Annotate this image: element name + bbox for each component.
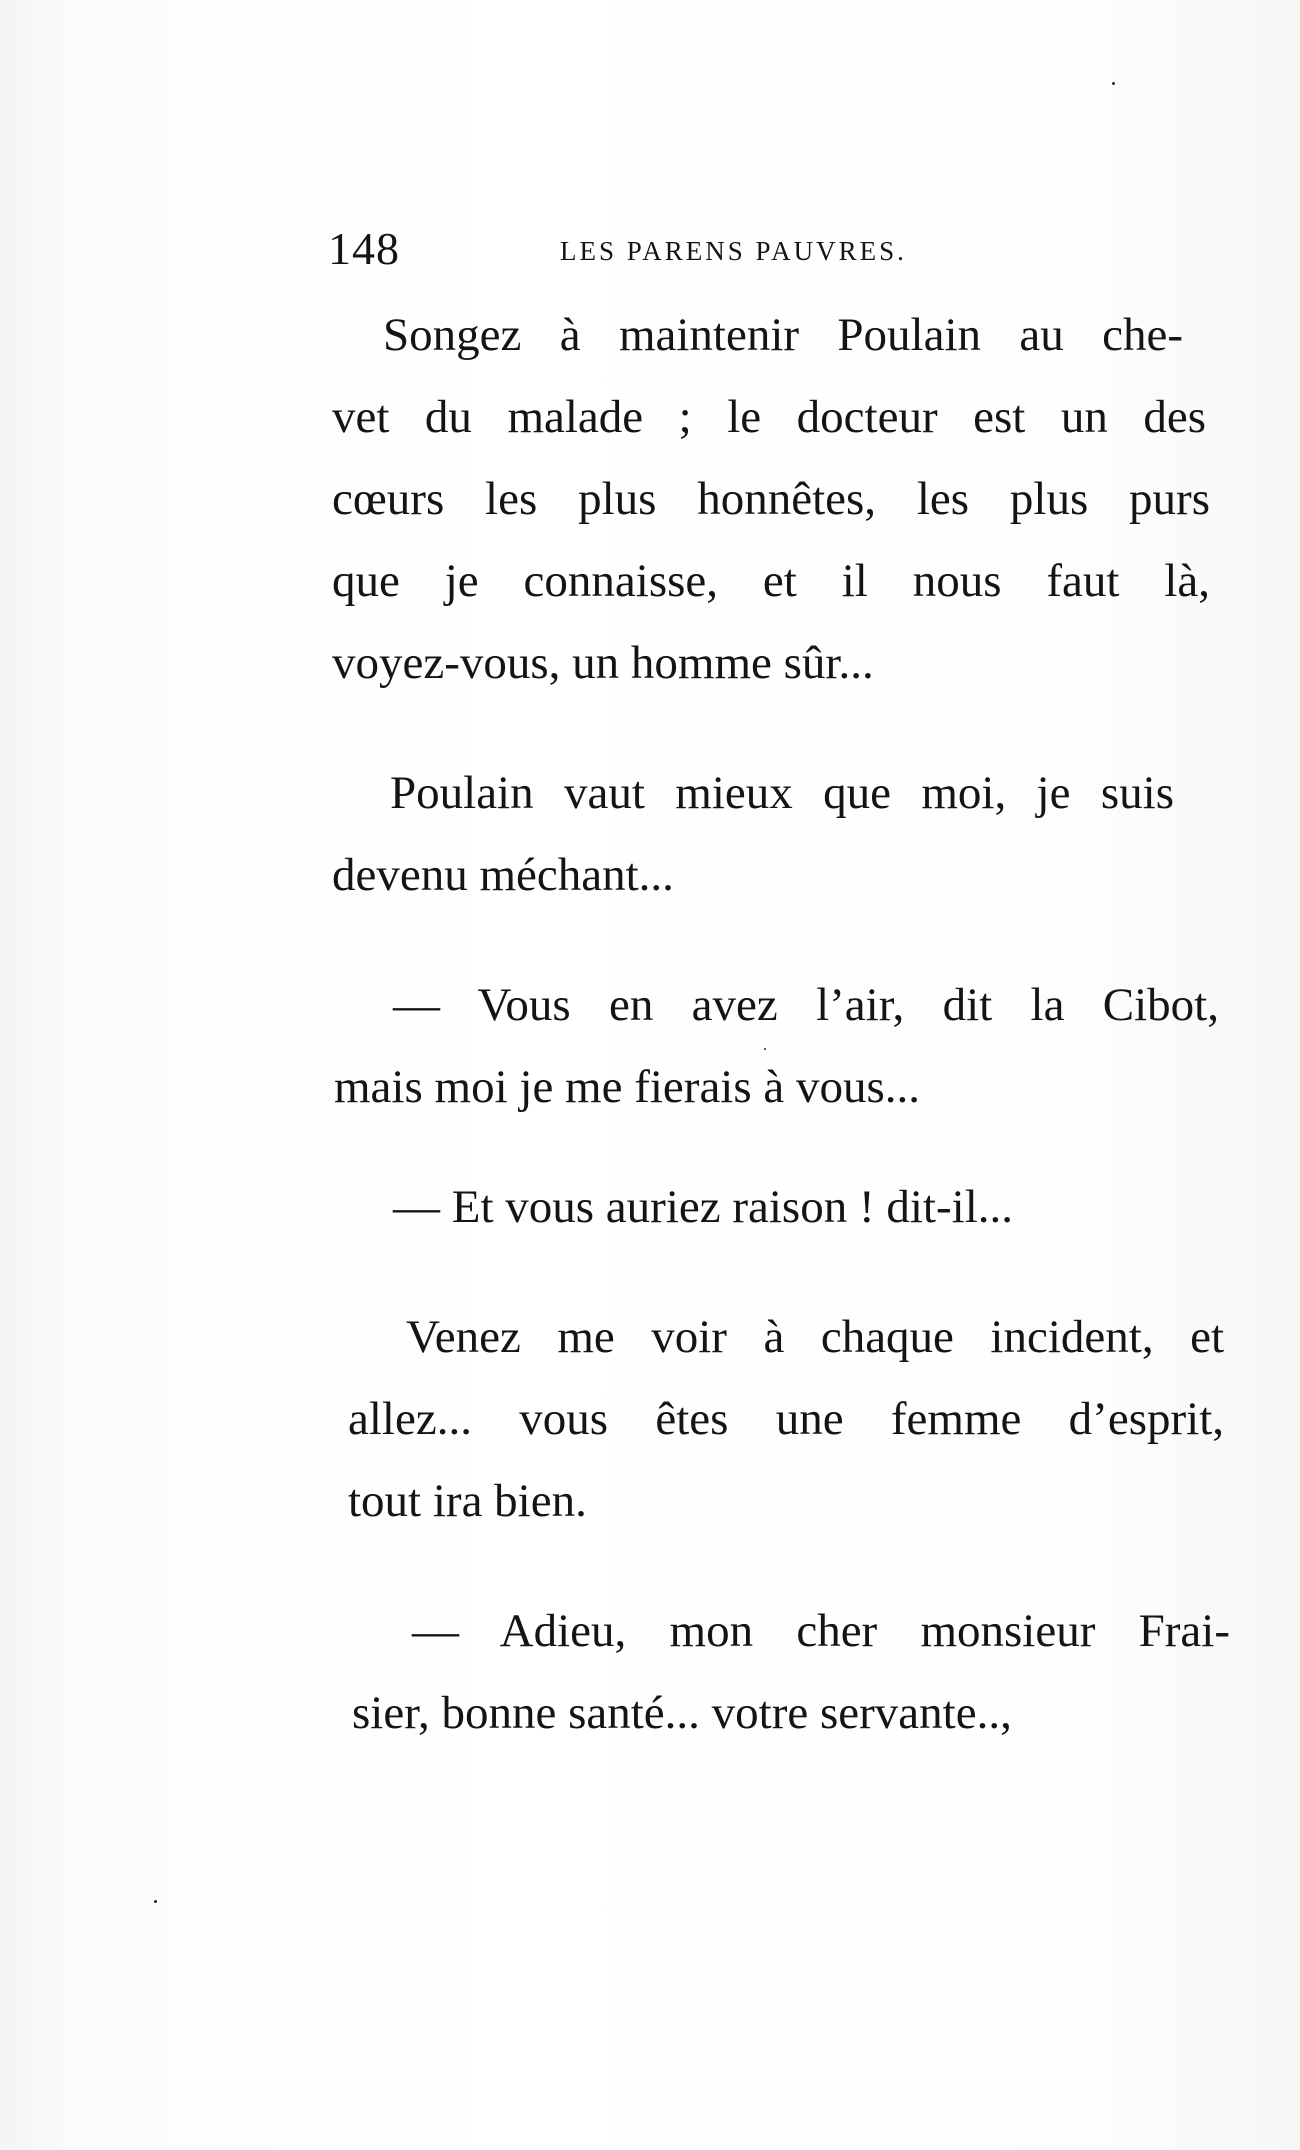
ink-speck (1112, 82, 1115, 85)
text-line: allez... vous êtes une femme d’esprit, (348, 1393, 1224, 1445)
text-line: voyez-vous, un homme sûr... (332, 637, 874, 689)
page-number: 148 (328, 223, 400, 274)
text-line: — Vous en avez l’air, dit la Cibot, (393, 979, 1219, 1031)
running-title: LES PARENS PAUVRES. (560, 236, 907, 266)
ink-speck (764, 1048, 766, 1050)
text-line: Poulain vaut mieux que moi, je suis (390, 767, 1174, 819)
text-line: devenu méchant... (332, 849, 674, 901)
text-line: Venez me voir à chaque incident, et (406, 1311, 1224, 1363)
text-line: vet du malade ; le docteur est un des (332, 391, 1206, 443)
text-line: tout ira bien. (348, 1475, 587, 1527)
text-line: que je connaisse, et il nous faut là, (332, 555, 1210, 607)
text-line: — Et vous auriez raison ! dit-il... (393, 1181, 1013, 1233)
running-header (328, 222, 1028, 278)
text-line: cœurs les plus honnêtes, les plus purs (332, 473, 1210, 525)
text-line: Songez à maintenir Poulain au che- (383, 309, 1183, 361)
ink-speck (154, 1900, 157, 1903)
text-line: — Adieu, mon cher monsieur Frai- (412, 1605, 1230, 1657)
text-line: mais moi je me fierais à vous... (334, 1061, 921, 1113)
text-line: sier, bonne santé... votre servante.., (352, 1687, 1012, 1739)
